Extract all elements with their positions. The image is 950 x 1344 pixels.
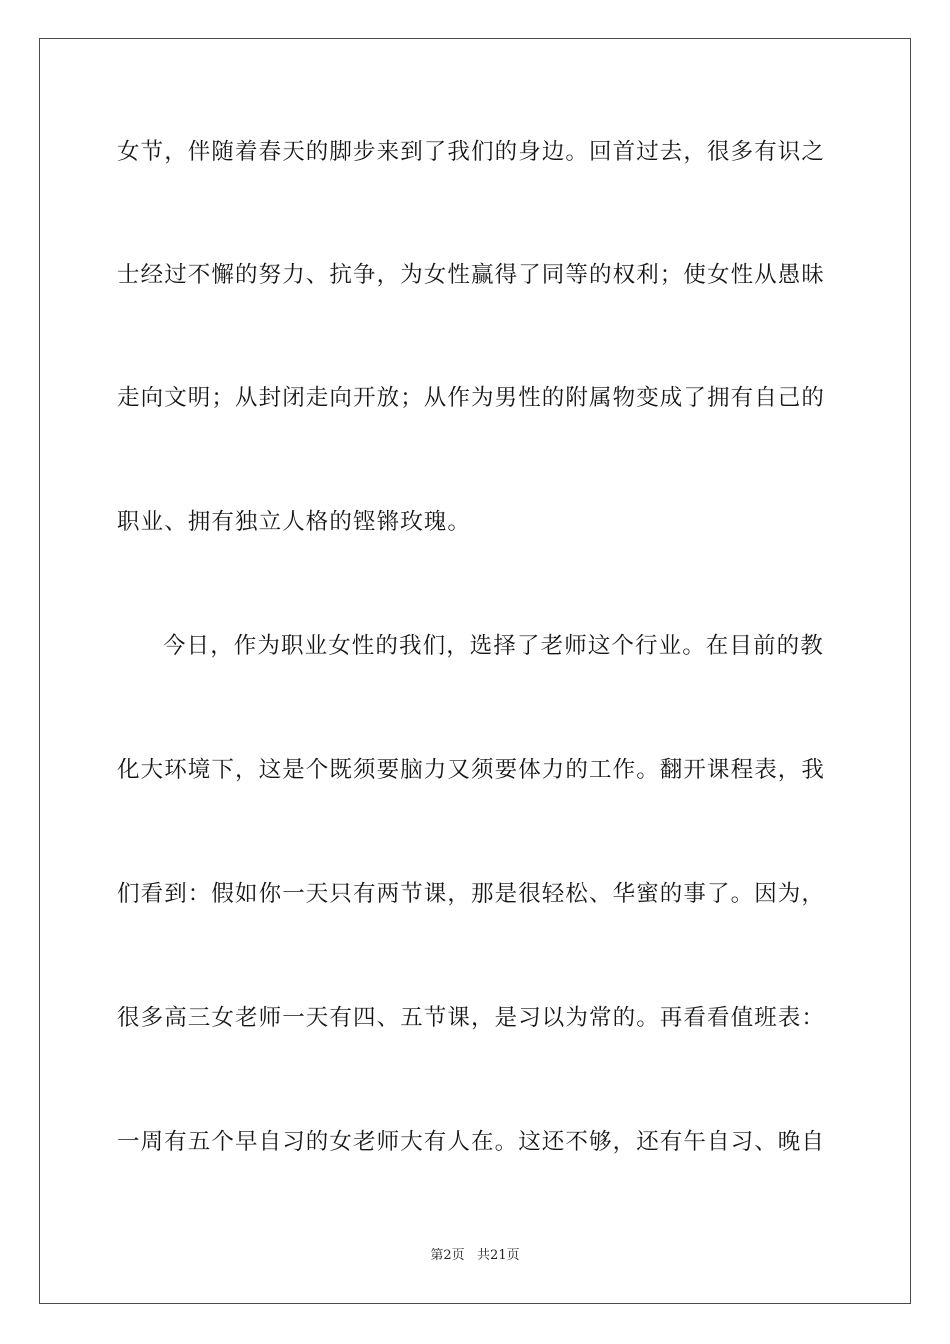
page-footer: 第2页 共21页 (430, 1248, 520, 1263)
body-line-8: 很多高三女老师一天有四、五节课，是习以为常的。再看看值班表： (117, 1005, 826, 1031)
body-line-3: 走向文明；从封闭走向开放；从作为男性的附属物变成了拥有自己的 (117, 385, 826, 411)
body-line-2: 士经过不懈的努力、抗争，为女性赢得了同等的权利；使女性从愚昧 (117, 262, 826, 288)
page-border (39, 38, 911, 1304)
body-line-4: 职业、拥有独立人格的铿锵玫瑰。 (117, 509, 472, 535)
body-line-9: 一周有五个早自习的女老师大有人在。这还不够，还有午自习、晚自 (117, 1129, 826, 1155)
body-line-1: 女节，伴随着春天的脚步来到了我们的身边。回首过去，很多有识之 (117, 139, 826, 165)
body-line-5-paragraph-start: 今日，作为职业女性的我们，选择了老师这个行业。在目前的教 (163, 633, 824, 659)
body-line-7: 们看到：假如你一天只有两节课，那是很轻松、华蜜的事了。因为， (117, 881, 826, 907)
body-line-6: 化大环境下，这是个既须要脑力又须要体力的工作。翻开课程表，我 (117, 757, 826, 783)
